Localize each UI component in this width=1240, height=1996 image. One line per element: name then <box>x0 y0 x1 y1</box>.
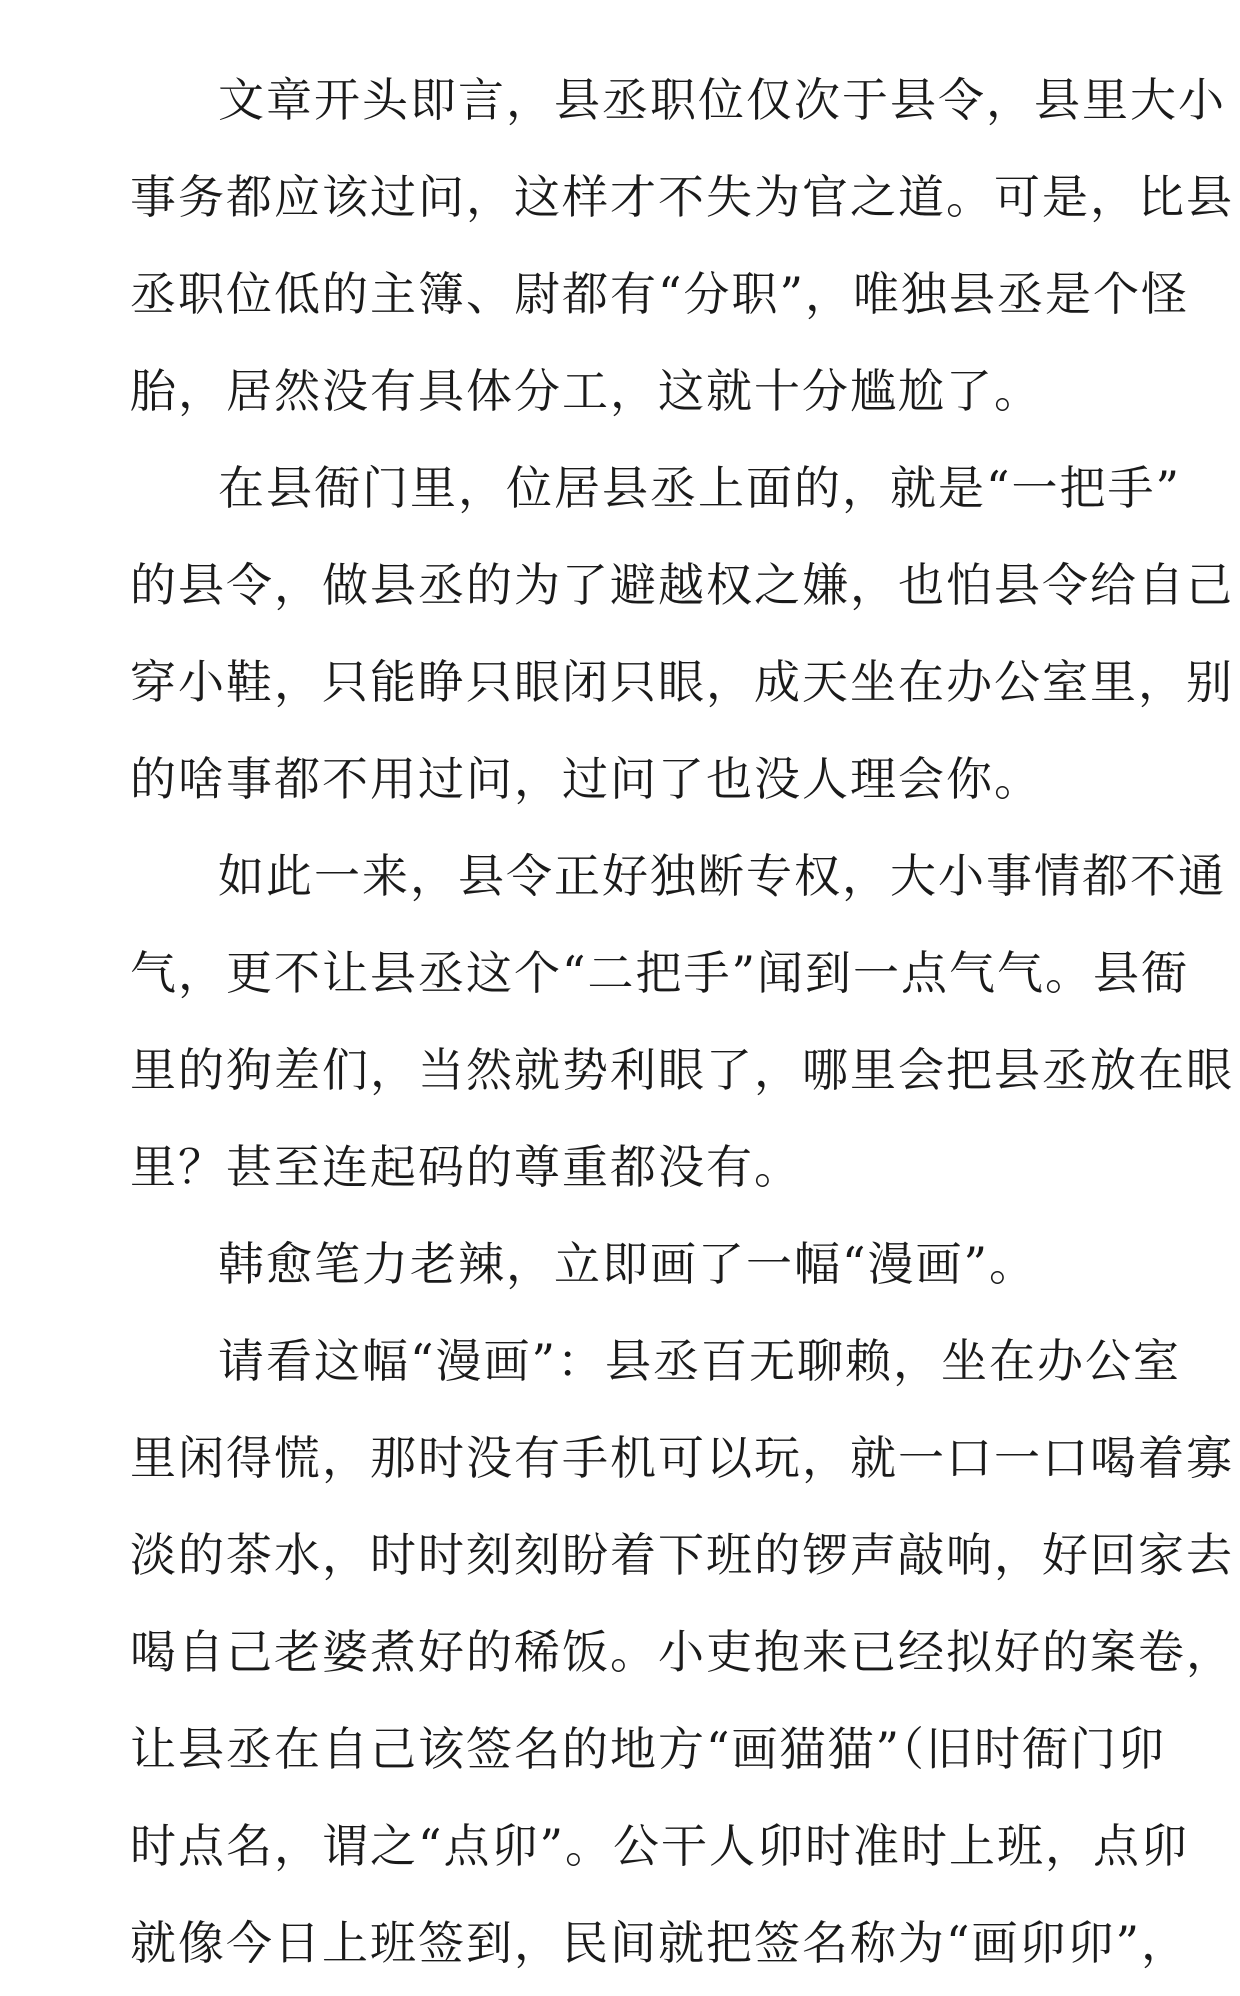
paragraph-5-line-7: 就像今日上班签到，民间就把签名称为“画卯卯”， <box>130 1916 1190 1970</box>
paragraph-3-line-1: 如此一来，县令正好独断专权，大小事情都不通 <box>218 849 1226 903</box>
paragraph-3-line-3: 里的狗差们，当然就势利眼了，哪里会把县丞放在眼 <box>130 1043 1234 1097</box>
paragraph-5-line-2: 里闲得慌，那时没有手机可以玩，就一口一口喝着寡 <box>130 1431 1234 1485</box>
paragraph-3-line-4: 里？甚至连起码的尊重都没有。 <box>130 1140 802 1194</box>
paragraph-1-line-2: 事务都应该过问，这样才不失为官之道。可是，比县 <box>130 170 1234 224</box>
paragraph-4-line-1: 韩愈笔力老辣，立即画了一幅“漫画”。 <box>218 1237 1038 1291</box>
article-body <box>130 52 1234 1992</box>
paragraph-2-line-3: 穿小鞋，只能睁只眼闭只眼，成天坐在办公室里，别 <box>130 655 1234 709</box>
paragraph-1-line-1: 文章开头即言，县丞职位仅次于县令，县里大小 <box>218 73 1226 127</box>
paragraph-3-line-2: 气，更不让县丞这个“二把手”闻到一点气气。县衙 <box>130 946 1190 1000</box>
paragraph-5-line-5: 让县丞在自己该签名的地方“画猫猫”（旧时衙门卯 <box>130 1722 1167 1776</box>
paragraph-2-line-2: 的县令，做县丞的为了避越权之嫌，也怕县令给自己 <box>130 558 1234 612</box>
paragraph-5-line-1: 请看这幅“漫画”：县丞百无聊赖，坐在办公室 <box>218 1334 1182 1388</box>
paragraph-1-line-4: 胎，居然没有具体分工，这就十分尴尬了。 <box>130 364 1042 418</box>
paragraph-1-line-3: 丞职位低的主簿、尉都有“分职”，唯独县丞是个怪 <box>130 267 1190 321</box>
paragraph-2-line-4: 的啥事都不用过问，过问了也没人理会你。 <box>130 752 1042 806</box>
paragraph-5-line-3: 淡的茶水，时时刻刻盼着下班的锣声敲响，好回家去 <box>130 1528 1234 1582</box>
paragraph-5-line-6: 时点名，谓之“点卯”。公干人卯时准时上班，点卯 <box>130 1819 1190 1873</box>
paragraph-2-line-1: 在县衙门里，位居县丞上面的，就是“一把手” <box>218 461 1182 515</box>
paragraph-5-line-4: 喝自己老婆煮好的稀饭。小吏抱来已经拟好的案卷， <box>130 1625 1234 1679</box>
